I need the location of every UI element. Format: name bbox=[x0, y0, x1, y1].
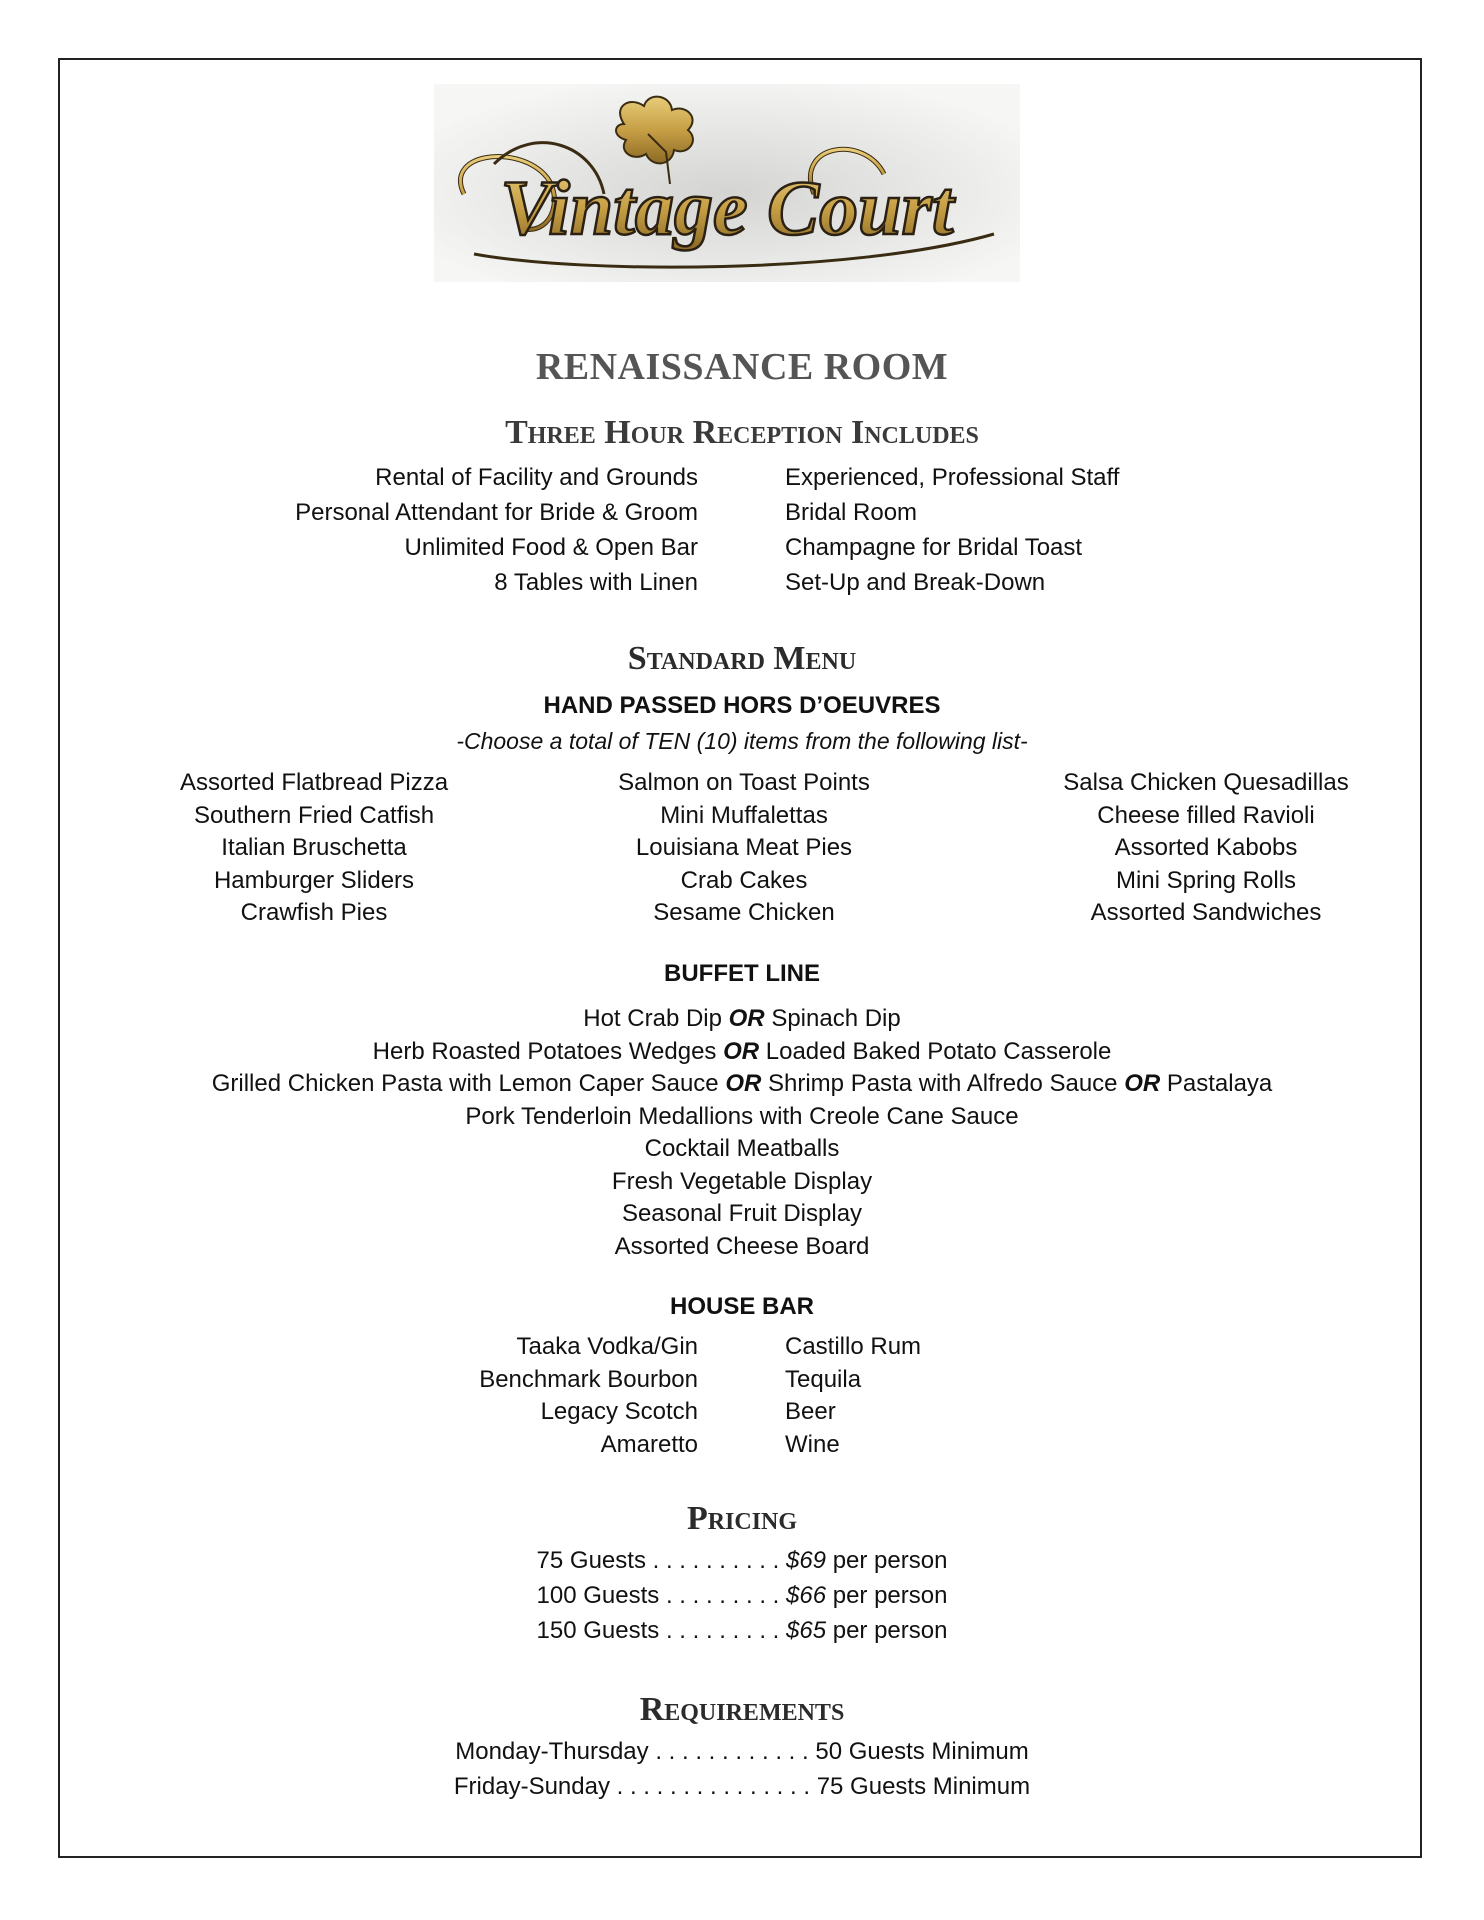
list-item: Mini Spring Rolls bbox=[1115, 866, 1297, 894]
list-item: Sesame Chicken bbox=[653, 899, 835, 926]
pricing-list bbox=[0, 1543, 1484, 1648]
vintage-court-logo bbox=[434, 84, 1020, 282]
list-item: Crawfish Pies bbox=[240, 899, 388, 926]
list-item: Italian Bruschetta bbox=[221, 834, 407, 861]
list-item: Amaretto bbox=[600, 1430, 698, 1458]
buffet-item: Seasonal Fruit Display bbox=[621, 1200, 863, 1227]
buffet-item: Pork Tenderloin Medallions with Creole Cane Sauce bbox=[465, 1102, 1019, 1130]
list-item: Unlimited Food & Open Bar bbox=[404, 534, 698, 561]
includes-heading: Three Hour Reception Includes bbox=[505, 414, 979, 451]
house-bar-title: HOUSE BAR bbox=[669, 1293, 814, 1320]
buffet-title: BUFFET LINE bbox=[664, 960, 820, 987]
list-item: Assorted Sandwiches bbox=[1090, 899, 1322, 926]
list-item: Bridal Room bbox=[785, 499, 918, 526]
list-item: Louisiana Meat Pies bbox=[635, 834, 853, 861]
hors-col-1 bbox=[144, 767, 484, 930]
list-item: Wine bbox=[785, 1430, 840, 1458]
hors-doeuvres-title: HAND PASSED HORS D’OEUVRES bbox=[543, 692, 941, 719]
buffet-item: Hot Crab Dip OR Spinach Dip bbox=[583, 1005, 901, 1032]
hors-col-2 bbox=[574, 767, 914, 930]
price-row: 75 Guests . . . . . . . . . . $69 per person bbox=[536, 1547, 948, 1574]
standard-menu-heading: Standard Menu bbox=[627, 640, 857, 677]
requirement-row: Monday-Thursday . . . . . . . . . . . . 50 Guests Minimum bbox=[455, 1738, 1029, 1765]
list-item: Set-Up and Break-Down bbox=[785, 569, 1046, 596]
list-item: Salmon on Toast Points bbox=[618, 769, 870, 796]
list-item: Cheese filled Ravioli bbox=[1097, 801, 1315, 829]
list-item: Southern Fried Catfish bbox=[193, 801, 435, 829]
requirement-row: Friday-Sunday . . . . . . . . . . . . . . . 75 Guests Minimum bbox=[453, 1773, 1031, 1800]
pricing-heading: Pricing bbox=[686, 1500, 798, 1537]
buffet-item: Fresh Vegetable Display bbox=[611, 1167, 873, 1195]
list-item: Taaka Vodka/Gin bbox=[516, 1333, 698, 1360]
list-item: Champagne for Bridal Toast bbox=[785, 534, 1083, 561]
list-item: Castillo Rum bbox=[785, 1333, 922, 1360]
buffet-item: Cocktail Meatballs bbox=[644, 1135, 840, 1162]
logo-wordmark: Vintage Court bbox=[500, 164, 954, 251]
list-item: Salsa Chicken Quesadillas bbox=[1063, 769, 1349, 796]
list-item: Experienced, Professional Staff bbox=[785, 464, 1120, 491]
list-item: Crab Cakes bbox=[680, 866, 808, 894]
list-item: Mini Muffalettas bbox=[660, 801, 828, 829]
hors-col-3 bbox=[1036, 767, 1376, 930]
list-item: Benchmark Bourbon bbox=[479, 1365, 698, 1393]
list-item: Legacy Scotch bbox=[540, 1398, 698, 1425]
bar-left-list bbox=[200, 1331, 698, 1461]
buffet-list bbox=[0, 1003, 1484, 1263]
buffet-item: Herb Roasted Potatoes Wedges OR Loaded Baked Potato Casserole bbox=[372, 1037, 1112, 1065]
requirements-list bbox=[0, 1734, 1484, 1804]
list-item: Assorted Kabobs bbox=[1114, 834, 1298, 861]
includes-right-list bbox=[785, 460, 1285, 600]
room-title: RENAISSANCE ROOM bbox=[535, 346, 949, 388]
list-item: Assorted Flatbread Pizza bbox=[179, 769, 449, 796]
list-item: Hamburger Sliders bbox=[213, 866, 415, 894]
hors-doeuvres-note: -Choose a total of TEN (10) items from the following list- bbox=[456, 728, 1028, 754]
list-item: Personal Attendant for Bride & Groom bbox=[295, 499, 698, 526]
list-item: 8 Tables with Linen bbox=[494, 569, 698, 596]
includes-left-list bbox=[200, 460, 698, 600]
list-item: Tequila bbox=[785, 1365, 862, 1393]
price-row: 100 Guests . . . . . . . . . $66 per person bbox=[536, 1582, 948, 1609]
requirements-heading: Requirements bbox=[639, 1691, 845, 1728]
bar-right-list bbox=[785, 1331, 1185, 1461]
list-item: Rental of Facility and Grounds bbox=[375, 464, 698, 491]
list-item: Beer bbox=[785, 1398, 836, 1425]
price-row: 150 Guests . . . . . . . . . $65 per person bbox=[536, 1617, 948, 1644]
buffet-item: Assorted Cheese Board bbox=[614, 1232, 870, 1260]
buffet-item: Grilled Chicken Pasta with Lemon Caper Sauce OR Shrimp Pasta with Alfredo Sauce OR Pastalaya bbox=[211, 1070, 1273, 1097]
